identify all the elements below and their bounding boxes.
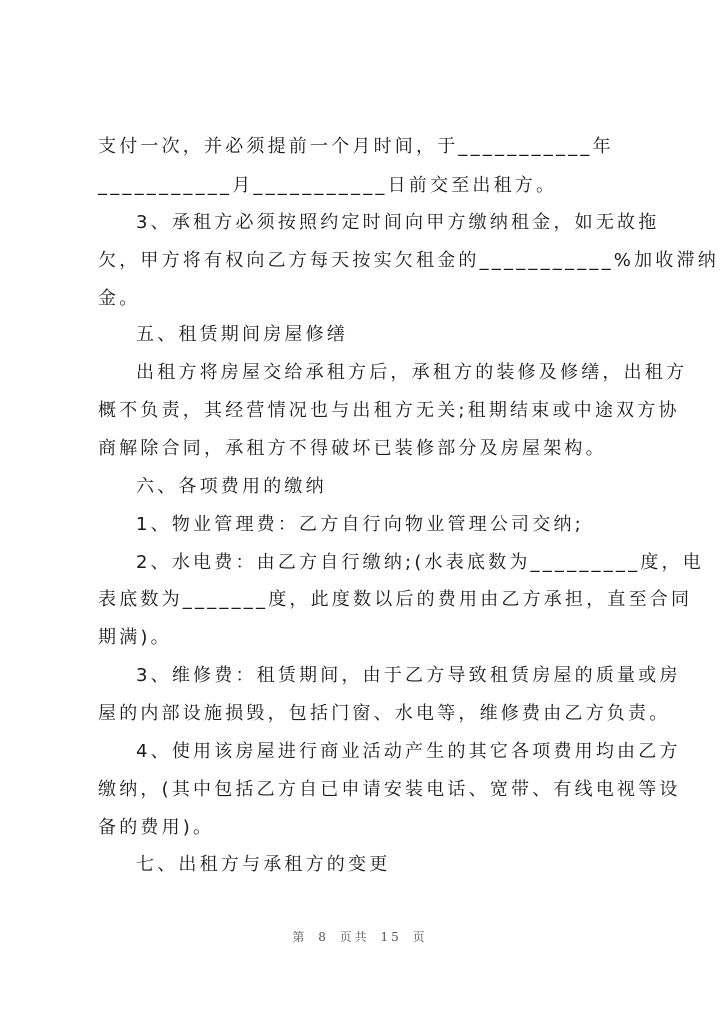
text-line: 缴纳，(其中包括乙方自已申请安装电话、宽带、有线电视等设 bbox=[98, 779, 681, 800]
text-line: 概不负责，其经营情况也与出租方无关;租期结束或中途双方协 bbox=[98, 400, 680, 421]
text-line: ___________月___________日前交至出租方。 bbox=[98, 175, 558, 196]
text-line: 商解除合同，承租方不得破坏已装修部分及房屋架构。 bbox=[98, 438, 607, 459]
section-heading: 五、租赁期间房屋修缮 bbox=[136, 324, 348, 345]
text-line: 屋的内部设施损毁，包括门窗、水电等，维修费由乙方负责。 bbox=[98, 703, 671, 724]
footer-current-page: 8 bbox=[318, 930, 329, 944]
text-line: 2、水电费：由乙方自行缴纳;(水表底数为_________度，电 bbox=[136, 552, 704, 573]
text-line: 出租方将房屋交给承租方后，承租方的装修及修缮，出租方 bbox=[136, 362, 688, 383]
footer-suffix: 页 bbox=[412, 930, 428, 944]
text-line: 表底数为_______度，此度数以后的费用由乙方承担，直至合同 bbox=[98, 589, 693, 610]
footer-total-pages: 15 bbox=[380, 930, 402, 944]
footer-prefix: 第 bbox=[292, 930, 308, 944]
text-line: 金。 bbox=[98, 288, 141, 309]
text-line: 3、承租方必须按照约定时间向甲方缴纳租金，如无故拖 bbox=[136, 212, 660, 233]
text-line: 3、维修费：租赁期间，由于乙方导致租赁房屋的质量或房 bbox=[136, 665, 681, 686]
text-line: 期满)。 bbox=[98, 627, 172, 648]
page-footer bbox=[0, 928, 720, 945]
footer-middle: 页共 bbox=[339, 930, 370, 944]
section-heading: 七、出租方与承租方的变更 bbox=[136, 854, 391, 875]
text-line: 支付一次，并必须提前一个月时间，于___________年 bbox=[98, 136, 614, 157]
text-line: 备的费用)。 bbox=[98, 817, 215, 838]
text-line: 4、使用该房屋进行商业活动产生的其它各项费用均由乙方 bbox=[136, 741, 681, 762]
text-line: 1、物业管理费：乙方自行向物业管理公司交纳; bbox=[136, 514, 584, 535]
section-heading: 六、各项费用的缴纳 bbox=[136, 476, 327, 497]
text-line: 欠，甲方将有权向乙方每天按实欠租金的___________%加收滞纳 bbox=[98, 250, 719, 271]
